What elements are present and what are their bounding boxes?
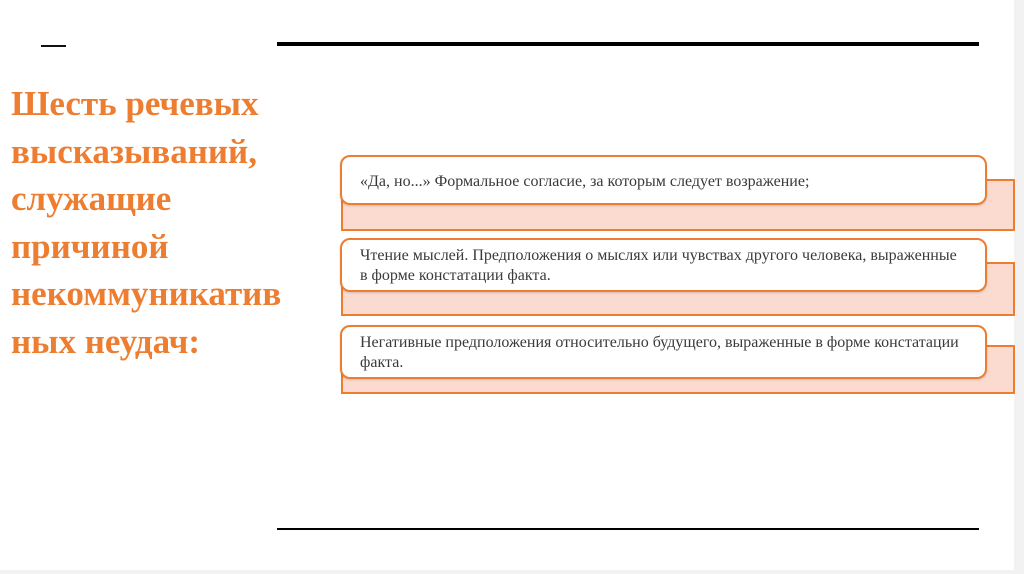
slide-dash-mark	[41, 45, 66, 47]
item-card: Негативные предположения относительно будущего, выраженные в форме констатации факта.	[340, 325, 987, 379]
slide-title: Шесть речевых высказываний, служащие причиной некоммуникатив ных неудач:	[11, 84, 282, 361]
frame-edge-bottom	[0, 570, 1024, 574]
item-card: «Да, но...» Формальное согласие, за которым следует возражение;	[340, 155, 987, 205]
frame-edge-right	[1014, 0, 1024, 574]
item-card: Чтение мыслей. Предположения о мыслях или чувствах другого человека, выраженные в форме констатации факта.	[340, 238, 987, 292]
top-divider-line	[277, 42, 979, 46]
bottom-divider-line	[277, 528, 979, 530]
